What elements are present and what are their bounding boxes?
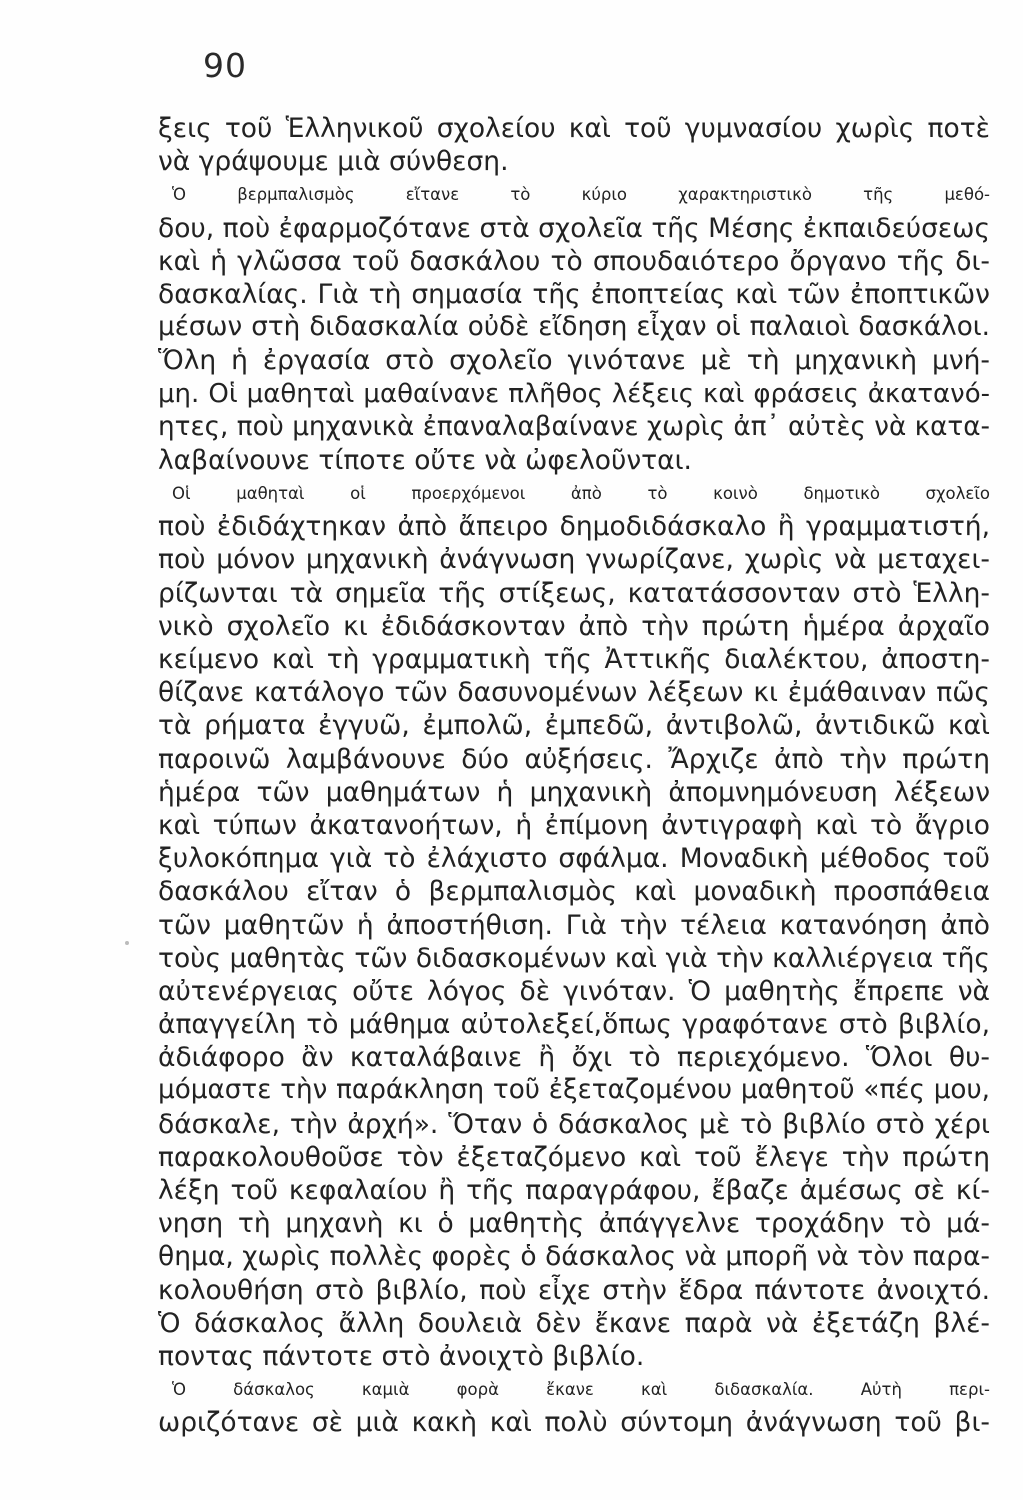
text-line: λέξη τοῦ κεφαλαίου ἢ τῆς παραγράφου, ἔβαζε ἀμέσως σὲ κί- (158, 1175, 990, 1206)
text-line: μέσων στὴ διδασκαλία οὐδὲ εἴδηση εἶχαν οἱ παλαιοὶ δασκάλοι. (158, 312, 990, 343)
text-line: τοὺς μαθητὰς τῶν διδασκομένων καὶ γιὰ τὴν καλλιέργεια τῆς (158, 942, 990, 974)
text-line: καὶ ἡ γλῶσσα τοῦ δασκάλου τὸ σπουδαιότερο ὄργανο τῆς δι- (158, 245, 990, 277)
text-line: ἀδιάφορο ἂν καταλάβαινε ἢ ὄχι τὸ περιεχόμενο. Ὅλοι θυ- (158, 1042, 990, 1074)
text-line: δασκαλίας. Γιὰ τὴ σημασία τῆς ἐποπτείας καὶ τῶν ἐποπτικῶν (158, 278, 990, 310)
text-line: Οἱ μαθηταὶ οἱ προερχόμενοι ἀπὸ τὸ κοινὸ δημοτικὸ σχολεῖο (172, 484, 990, 504)
text-line: ποντας πάντοτε στὸ ἀνοιχτὸ βιβλίο. (158, 1340, 645, 1372)
text-line: ποὺ ἐδιδάχτηκαν ἀπὸ ἄπειρο δημοδιδάσκαλο ἢ γραμματιστή, (158, 511, 990, 543)
text-line: κολουθήση στὸ βιβλίο, ποὺ εἶχε στὴν ἕδρα πάντοτε ἀνοιχτό. (158, 1274, 990, 1306)
text-line: θίζανε κατάλογο τῶν δασυνομένων λέξεων κι ἐμάθαιναν πῶς (158, 677, 990, 709)
text-line: ἡμέρα τῶν μαθημάτων ἡ μηχανικὴ ἀπομνημόνευση λέξεων (158, 776, 990, 808)
text-line: ξυλοκόπημα γιὰ τὸ ἐλάχιστο σφάλμα. Μοναδικὴ μέθοδος τοῦ (158, 843, 990, 875)
text-line: δου, ποὺ ἐφαρμοζότανε στὰ σχολεῖα τῆς Μέσης ἐκπαιδεύσεως (158, 212, 990, 244)
text-line: ξεις τοῦ Ἑλληνικοῦ σχολείου καὶ τοῦ γυμνασίου χωρὶς ποτὲ (158, 113, 990, 144)
text-line: Ὁ βερμπαλισμὸς εἴτανε τὸ κύριο χαρακτηριστικὸ τῆς μεθό- (172, 185, 990, 205)
text-line: δάσκαλε, τὴν ἀρχή». Ὅταν ὁ δάσκαλος μὲ τὸ βιβλίο στὸ χέρι (158, 1108, 990, 1140)
text-line: αὐτενέργειας οὔτε λόγος δὲ γινόταν. Ὁ μαθητὴς ἔπρεπε νὰ (158, 975, 990, 1007)
text-line: δασκάλου εἴταν ὁ βερμπαλισμὸς καὶ μοναδικὴ προσπάθεια (158, 876, 990, 908)
text-line: καὶ τύπων ἀκατανοήτων, ἡ ἐπίμονη ἀντιγραφὴ καὶ τὸ ἄγριο (158, 809, 990, 841)
text-line: νηση τὴ μηχανὴ κι ὁ μαθητὴς ἀπάγγελνε τροχάδην τὸ μά- (158, 1208, 990, 1240)
text-line: ποὺ μόνον μηχανικὴ ἀνάγνωση γνωρίζανε, χωρὶς νὰ μεταχει- (158, 544, 990, 576)
text-line: παρακολουθοῦσε τὸν ἐξεταζόμενο καὶ τοῦ ἔλεγε τὴν πρώτη (158, 1141, 990, 1173)
text-line: θημα, χωρὶς πολλὲς φορὲς ὁ δάσκαλος νὰ μπορῆ νὰ τὸν παρα- (158, 1241, 990, 1273)
text-line: ητες, ποὺ μηχανικὰ ἐπαναλαβαίνανε χωρὶς ἀπ᾿ αὐτὲς νὰ κατα- (158, 411, 990, 442)
text-line: μόμαστε τὴν παράκληση τοῦ ἐξεταζομένου μαθητοῦ «πές μου, (158, 1075, 990, 1106)
text-line: ρίζωνται τὰ σημεῖα τῆς στίξεως, κατατάσσονταν στὸ Ἑλλη- (158, 577, 990, 609)
text-line: παροινῶ λαμβάνουνε δύο αὐξήσεις. Ἄρχιζε ἀπὸ τὴν πρώτη (158, 743, 990, 775)
text-line: ωριζότανε σὲ μιὰ κακὴ καὶ πολὺ σύντομη ἀνάγνωση τοῦ βι- (158, 1407, 990, 1439)
body-text (158, 112, 990, 1440)
text-line: τὰ ρήματα ἐγγυῶ, ἐμπολῶ, ἐμπεδῶ, ἀντιβολῶ, ἀντιδικῶ καὶ (158, 710, 990, 742)
text-line: κείμενο καὶ τὴ γραμματικὴ τῆς Ἀττικῆς διαλέκτου, ἀποστη- (158, 644, 990, 675)
text-line: νὰ γράψουμε μιὰ σύνθεση. (158, 146, 509, 178)
page-number: 90 (203, 46, 247, 85)
text-line: λαβαίνουνε τίποτε οὔτε νὰ ὠφελοῦνται. (158, 444, 692, 476)
text-line: Ὁ δάσκαλος καμιὰ φορὰ ἔκανε καὶ διδασκαλία. Αὐτὴ περι- (172, 1380, 990, 1400)
text-line: μη. Οἱ μαθηταὶ μαθαίνανε πλῆθος λέξεις καὶ φράσεις ἀκατανό- (158, 378, 990, 409)
paper-speck (125, 941, 129, 945)
text-line: νικὸ σχολεῖο κι ἐδιδάσκονταν ἀπὸ τὴν πρώτη ἡμέρα ἀρχαῖο (158, 610, 990, 642)
text-line: Ὅλη ἡ ἐργασία στὸ σχολεῖο γινότανε μὲ τὴ μηχανικὴ μνή- (158, 345, 990, 377)
text-line: ἀπαγγείλη τὸ μάθημα αὐτολεξεί,ὅπως γραφότανε στὸ βιβλίο, (158, 1009, 990, 1041)
text-line: Ὁ δάσκαλος ἄλλη δουλειὰ δὲν ἔκανε παρὰ νὰ ἐξετάζη βλέ- (158, 1307, 990, 1339)
text-line: τῶν μαθητῶν ἡ ἀποστήθιση. Γιὰ τὴν τέλεια κατανόηση ἀπὸ (158, 909, 990, 941)
